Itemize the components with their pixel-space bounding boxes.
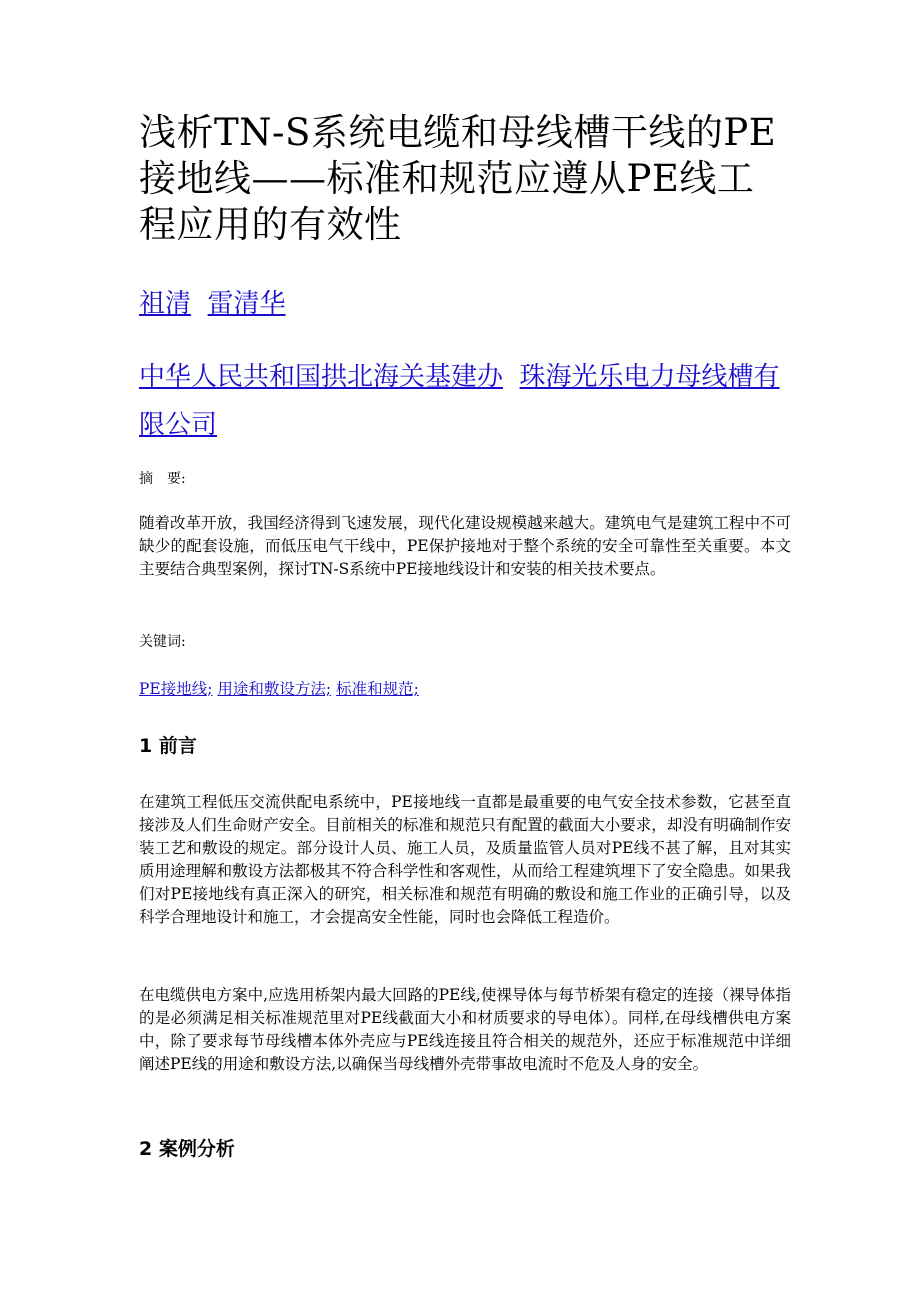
keyword-link[interactable]: PE接地线; — [139, 680, 213, 698]
body-paragraph: 在电缆供电方案中,应选用桥架内最大回路的PE线,使裸导体与每节桥架有稳定的连接（裸导体指的是必须满足相关标准规范里对PE线截面大小和材质要求的导电体）。同样,在母线槽供电方案中，除了要求每节母线槽本体外壳应与PE线连接且符合相关的规范外，还应于标准规范中详细阐述PE线的用途和敷设方法,以确保当母线槽外壳带事故电流时不危及人身的安全。 — [139, 986, 791, 1073]
author-link[interactable]: 雷清华 — [207, 289, 286, 319]
affiliation-link[interactable]: 珠海光乐电力母线槽有限公司 — [139, 362, 780, 440]
abstract-label: 摘 要: — [139, 471, 186, 487]
abstract-text: 随着改革开放，我国经济得到飞速发展，现代化建设规模越来越大。建筑电气是建筑工程中不可缺少的配套设施，而低压电气干线中，PE保护接地对于整个系统的安全可靠性至关重要。本文主要结合典型案例，探讨TN-S系统中PE接地线设计和安装的相关技术要点。 — [139, 514, 791, 578]
author-list — [139, 286, 286, 322]
keywords-label: 关键词: — [139, 634, 186, 650]
keyword-link[interactable]: 标准和规范; — [336, 680, 419, 698]
affiliation-link[interactable]: 中华人民共和国拱北海关基建办 — [139, 362, 504, 392]
section-heading: 2 案例分析 — [139, 1138, 235, 1160]
author-link[interactable]: 祖清 — [139, 289, 192, 319]
section-heading: 1 前言 — [139, 735, 197, 757]
paper-title: 浅析TN-S系统电缆和母线槽干线的PE接地线——标准和规范应遵从PE线工程应用的有效性 — [139, 111, 777, 246]
keyword-list — [139, 677, 419, 701]
body-paragraph: 在建筑工程低压交流供配电系统中，PE接地线一直都是最重要的电气安全技术参数，它甚至直接涉及人们生命财产安全。目前相关的标准和规范只有配置的截面大小要求，却没有明确制作安装工艺和敷设的规定。部分设计人员、施工人员，及质量监管人员对PE线不甚了解，且对其实质用途理解和敷设方法都极其不符合科学性和客观性，从而给工程建筑埋下了安全隐患。如果我们对PE接地线有真正深入的研究，相关标准和规范有明确的敷设和施工作业的正确引导，以及科学合理地设计和施工，才会提高安全性能，同时也会降低工程造价。 — [139, 793, 791, 926]
affiliation-list — [139, 353, 789, 449]
keyword-link[interactable]: 用途和敷设方法; — [217, 680, 332, 698]
